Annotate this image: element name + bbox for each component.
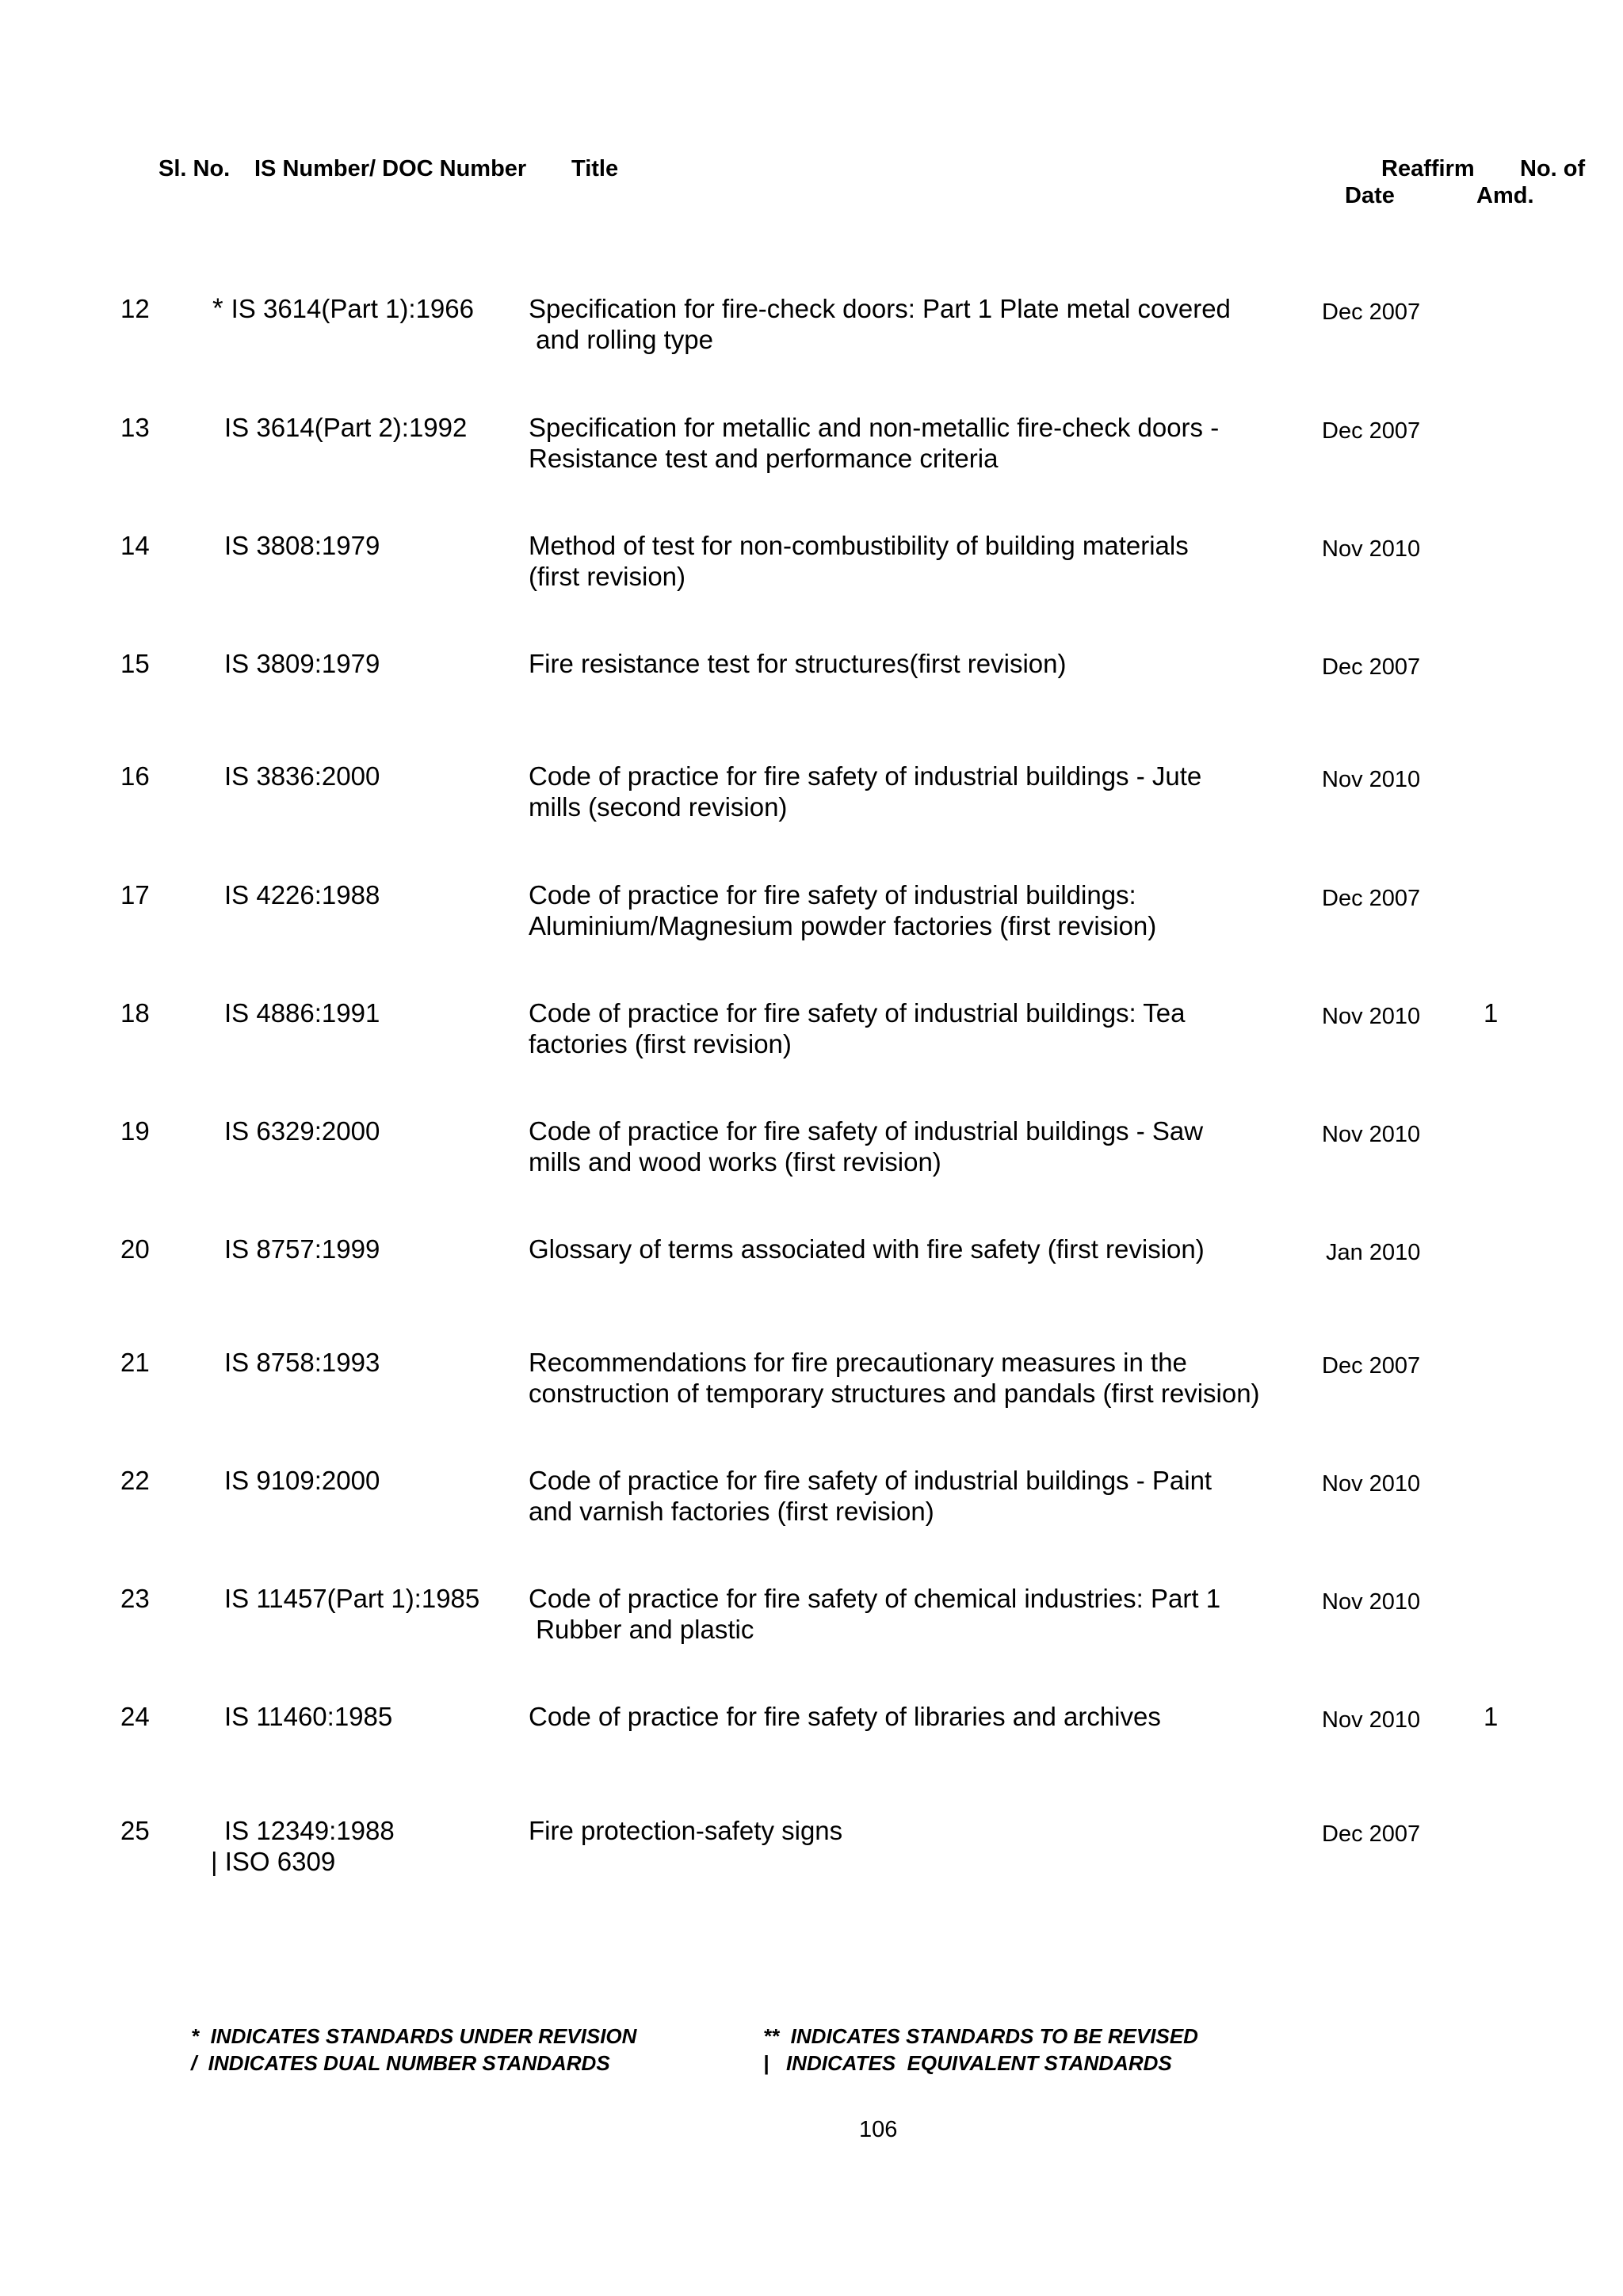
is-number-text: IS 4886:1991 — [224, 998, 380, 1028]
title-cell — [529, 1234, 1205, 1264]
table-row — [0, 879, 1623, 951]
legend-under-revision: * INDICATES STANDARDS UNDER REVISION — [191, 2024, 637, 2048]
reaffirm-date-cell: Dec 2007 — [1322, 886, 1421, 911]
title-line: Code of practice for fire safety of industrial buildings: — [529, 880, 1136, 910]
title-line: Code of practice for fire safety of libraries and archives — [529, 1702, 1161, 1731]
title-cell — [529, 648, 1067, 679]
sl-no-cell: 15 — [120, 649, 150, 678]
header-amd: Amd. — [1476, 183, 1534, 208]
table-row — [0, 1583, 1623, 1654]
table-row — [0, 1234, 1623, 1305]
reaffirm-date-cell: Nov 2010 — [1322, 1004, 1421, 1029]
title-line: Resistance test and performance criteria — [529, 444, 999, 473]
table-row — [0, 648, 1623, 719]
legend-dual-number: / INDICATES DUAL NUMBER STANDARDS — [191, 2051, 610, 2075]
title-line: Aluminium/Magnesium powder factories (first revision) — [529, 911, 1157, 940]
amendments-cell: 1 — [1484, 1702, 1499, 1731]
is-number-cell — [224, 648, 380, 679]
is-number-cell — [224, 1465, 380, 1496]
is-number-cell — [224, 1701, 392, 1732]
is-number-text: IS 9109:2000 — [224, 1466, 380, 1495]
legend-equivalent: | INDICATES EQUIVALENT STANDARDS — [763, 2051, 1172, 2075]
sl-no-cell: 13 — [120, 413, 150, 442]
table-row — [0, 997, 1623, 1069]
reaffirm-date-cell: Nov 2010 — [1322, 1122, 1421, 1147]
table-row — [0, 530, 1623, 601]
page-number: 106 — [859, 2117, 898, 2142]
title-line: Glossary of terms associated with fire safety (first revision) — [529, 1234, 1205, 1264]
title-line: mills and wood works (first revision) — [529, 1147, 941, 1177]
title-cell — [529, 293, 1231, 355]
title-line: construction of temporary structures and pandals (first revision) — [529, 1379, 1260, 1408]
sl-no-cell: 17 — [120, 880, 150, 910]
header-reaffirm: Reaffirm — [1381, 156, 1475, 181]
under-revision-marker: * — [212, 293, 223, 324]
is-number-cell — [224, 412, 467, 443]
reaffirm-date-cell: Dec 2007 — [1322, 1353, 1421, 1379]
reaffirm-date-cell: Dec 2007 — [1322, 418, 1421, 444]
sl-no-cell: 25 — [120, 1816, 150, 1845]
reaffirm-date-cell: Nov 2010 — [1322, 1471, 1421, 1497]
sl-no-cell: 23 — [120, 1584, 150, 1613]
title-cell — [529, 1465, 1212, 1527]
title-line: Code of practice for fire safety of industrial buildings: Tea — [529, 998, 1186, 1028]
sl-no-cell: 21 — [120, 1348, 150, 1377]
title-cell — [529, 1583, 1220, 1645]
title-cell — [529, 879, 1156, 941]
is-number-cell — [224, 1347, 380, 1378]
title-line: Code of practice for fire safety of industrial buildings - Jute — [529, 761, 1202, 791]
table-row — [0, 1347, 1623, 1418]
is-number-cell — [211, 1815, 395, 1877]
title-line: factories (first revision) — [529, 1029, 792, 1058]
title-cell — [529, 761, 1201, 822]
amendments-cell: 1 — [1484, 998, 1499, 1028]
title-cell — [529, 1116, 1203, 1177]
sl-no-cell: 16 — [120, 761, 150, 791]
title-line: Code of practice for fire safety of industrial buildings - Saw — [529, 1116, 1204, 1146]
sl-no-cell: 20 — [120, 1234, 150, 1264]
reaffirm-date-cell: Dec 2007 — [1322, 299, 1421, 325]
title-line: Rubber and plastic — [529, 1615, 754, 1644]
is-number-text: IS 8758:1993 — [224, 1348, 380, 1377]
title-line: Method of test for non-combustibility of building materials — [529, 531, 1189, 560]
is-number-cell — [224, 1116, 380, 1146]
title-line: Specification for metallic and non-metallic fire-check doors - — [529, 413, 1220, 442]
is-number-text: IS 8757:1999 — [224, 1234, 380, 1264]
title-line: Recommendations for fire precautionary measures in the — [529, 1348, 1187, 1377]
table-row — [0, 293, 1623, 364]
is-number-text: IS 6329:2000 — [224, 1116, 380, 1146]
table-row — [0, 1465, 1623, 1536]
title-line: Specification for fire-check doors: Part 1 Plate metal covered — [529, 294, 1231, 323]
title-cell — [529, 997, 1186, 1059]
sl-no-cell: 22 — [120, 1466, 150, 1495]
reaffirm-date-cell: Dec 2007 — [1322, 1821, 1421, 1847]
title-line: Code of practice for fire safety of industrial buildings - Paint — [529, 1466, 1212, 1495]
is-number-cell — [224, 1583, 479, 1614]
is-number-cell — [224, 761, 380, 791]
is-number-text: IS 11460:1985 — [224, 1702, 393, 1731]
title-cell — [529, 412, 1219, 474]
title-cell — [529, 1347, 1260, 1409]
title-line: and rolling type — [529, 325, 713, 354]
reaffirm-date-cell: Nov 2010 — [1322, 1707, 1421, 1733]
is-number-text: IS 3614(Part 2):1992 — [224, 413, 468, 442]
header-date: Date — [1345, 183, 1395, 208]
table-row — [0, 1815, 1623, 1886]
title-line: (first revision) — [529, 562, 686, 591]
header-no-of: No. of — [1520, 156, 1586, 181]
reaffirm-date-cell: Nov 2010 — [1322, 767, 1421, 792]
reaffirm-date-cell: Nov 2010 — [1322, 536, 1421, 562]
is-number-text: IS 12349:1988 — [224, 1816, 395, 1845]
table-row — [0, 412, 1623, 483]
reaffirm-date-cell: Dec 2007 — [1322, 654, 1421, 680]
reaffirm-date-cell: Nov 2010 — [1322, 1589, 1421, 1615]
is-number-cell — [224, 1234, 380, 1264]
title-line: Fire resistance test for structures(first revision) — [529, 649, 1067, 678]
header-sl-no: Sl. No. — [158, 156, 231, 181]
is-number-text: IS 3836:2000 — [224, 761, 380, 791]
title-cell — [529, 530, 1189, 592]
title-line: mills (second revision) — [529, 792, 788, 822]
table-row — [0, 1116, 1623, 1187]
sl-no-cell: 18 — [120, 998, 150, 1028]
is-number-cell — [224, 530, 380, 561]
is-number-cell — [224, 879, 380, 910]
header-title: Title — [571, 156, 619, 181]
header-is-number: IS Number/ DOC Number — [254, 156, 527, 181]
title-line: Fire protection-safety signs — [529, 1816, 843, 1845]
sl-no-cell: 12 — [120, 294, 150, 323]
title-line: Code of practice for fire safety of chemical industries: Part 1 — [529, 1584, 1221, 1613]
is-number-text: IS 3808:1979 — [224, 531, 380, 560]
title-cell — [529, 1815, 842, 1846]
is-number-text: IS 3614(Part 1):1966 — [231, 294, 474, 323]
sl-no-cell: 24 — [120, 1702, 150, 1731]
is-number-text: IS 3809:1979 — [224, 649, 380, 678]
is-number-cell — [212, 293, 474, 324]
title-cell — [529, 1701, 1161, 1732]
is-number-text: IS 4226:1988 — [224, 880, 380, 910]
title-line: and varnish factories (first revision) — [529, 1497, 934, 1526]
sl-no-cell: 14 — [120, 531, 150, 560]
table-row — [0, 761, 1623, 832]
is-number-text: IS 11457(Part 1):1985 — [224, 1584, 480, 1613]
equivalent-standard-text: | ISO 6309 — [211, 1847, 336, 1876]
table-row — [0, 1701, 1623, 1772]
legend-to-be-revised: ** INDICATES STANDARDS TO BE REVISED — [763, 2024, 1198, 2048]
sl-no-cell: 19 — [120, 1116, 150, 1146]
reaffirm-date-cell: Jan 2010 — [1326, 1240, 1421, 1265]
is-number-cell — [224, 997, 380, 1028]
